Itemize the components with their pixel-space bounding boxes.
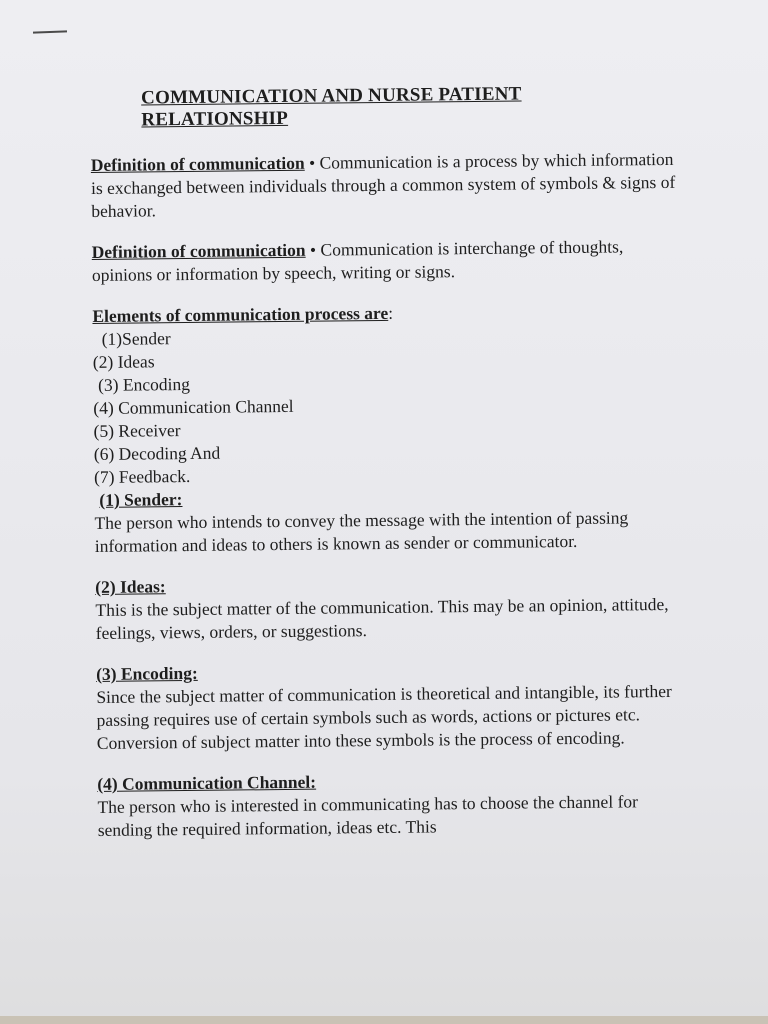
list-item: (7) Feedback. bbox=[93, 465, 191, 487]
section-text-channel: The person who is interested in communicating has to choose the channel for sending the required information, ideas etc. This bbox=[97, 791, 639, 840]
definition-paragraph-2 bbox=[92, 235, 682, 287]
bullet-icon: • bbox=[308, 152, 316, 173]
list-item: (3) Encoding bbox=[98, 373, 191, 395]
definition-text-2: Communication is interchange of thoughts, opinions or information by speech, writing or signs. bbox=[91, 236, 624, 285]
definition-paragraph-1 bbox=[91, 148, 682, 223]
section-heading-sender: (1) Sender: bbox=[99, 489, 183, 510]
elements-list bbox=[93, 322, 685, 489]
margin-pen-mark bbox=[33, 30, 67, 33]
list-item: (4) Communication Channel bbox=[93, 395, 294, 418]
section-heading-encoding: (3) Encoding: bbox=[96, 662, 198, 684]
section-heading-ideas: (2) Ideas: bbox=[95, 576, 166, 597]
list-item: (6) Decoding And bbox=[93, 442, 221, 464]
page-title: COMMUNICATION AND NURSE PATIENT RELATIONSHIP bbox=[140, 83, 522, 131]
section-text-ideas: This is the subject matter of the communication. This may be an opinion, attitude, feelings, views, orders, or suggestions. bbox=[95, 593, 669, 643]
definition-heading-2: Definition of communication bbox=[91, 239, 306, 262]
definition-text-1: Communication is a process by which information is exchanged between individuals through a common system of symbols & signs of behavior. bbox=[90, 148, 676, 221]
list-item: (2) Ideas bbox=[92, 351, 155, 372]
elements-heading: Elements of communication process are bbox=[92, 302, 389, 326]
section-heading-channel: (4) Communication Channel: bbox=[97, 771, 317, 794]
section-text-sender: The person who intends to convey the message with the intention of passing information and ideas to others is known as sender or communicator. bbox=[94, 507, 629, 556]
list-item: (1)Sender bbox=[101, 328, 171, 349]
list-item: (5) Receiver bbox=[93, 420, 181, 441]
paper-bottom-edge bbox=[0, 1016, 768, 1024]
section-text-encoding: Since the subject matter of communication is theoretical and intangible, its further passing requires use of certain symbols such as words, actions or pictures etc. Conversion of subject matter into these symbols is the process of encoding. bbox=[96, 680, 672, 753]
document-body bbox=[90, 82, 688, 842]
bullet-icon: • bbox=[309, 239, 317, 260]
elements-colon: : bbox=[388, 302, 394, 323]
definition-heading-1: Definition of communication bbox=[90, 152, 305, 175]
